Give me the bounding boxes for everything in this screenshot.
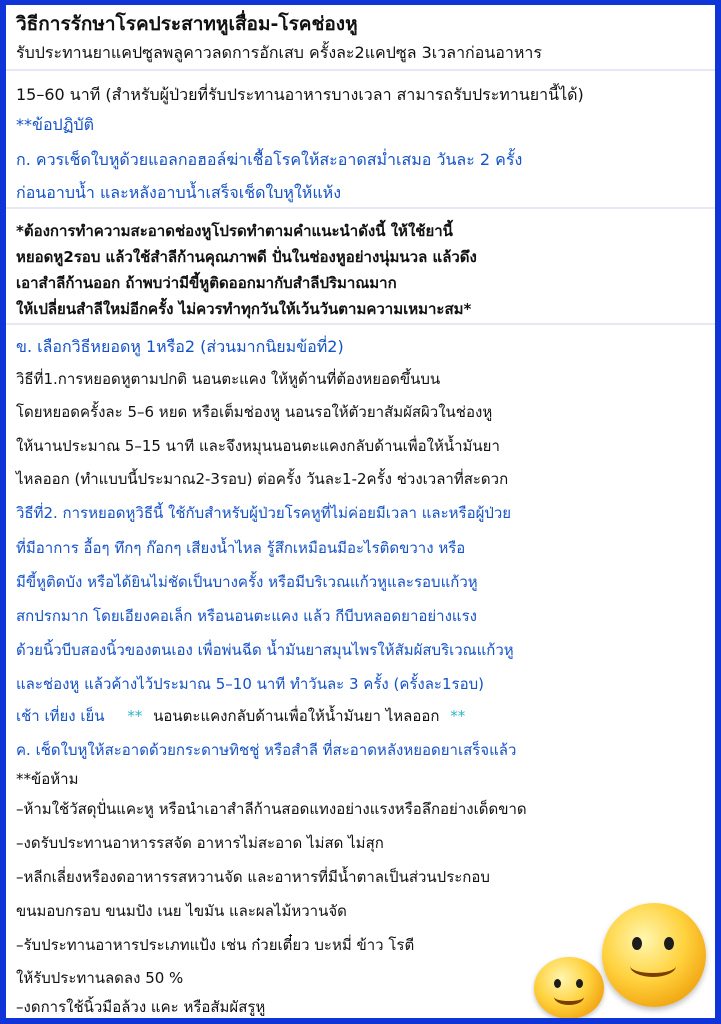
cleaning-note-line-3: เอาสำลีก้านออก ถ้าพบว่ามีขี้หูติดออกมากับสำลีปริมาณมาก bbox=[16, 274, 397, 292]
asterisk-marker: ** bbox=[450, 707, 466, 725]
smiley-face-small-icon bbox=[534, 957, 604, 1018]
method-2-line-7 bbox=[16, 704, 465, 728]
method-2-line-2: ที่มีอาการ อื้อๆ ทึกๆ ก๊อกๆ เสียงน้ำไหล รู้สึกเหมือนมีอะไรติดขวาง หรือ bbox=[16, 539, 466, 557]
meal-times: เช้า เที่ยง เย็น bbox=[16, 707, 105, 725]
method-1-line-2: โดยหยอดครั้งละ 5–6 หยด หรือเต็มช่องหู นอนรอให้ตัวยาสัมผัสผิวในช่องหู bbox=[16, 403, 493, 421]
method-2-line-1: วิธีที่2. การหยอดหูวิธีนี้ ใช้กับสำหรับผู้ป่วยโรคหูที่ไม่ค่อยมีเวลา และหรือผู้ป่วย bbox=[16, 504, 512, 522]
practice-a-line-1: ก. ควรเช็ดใบหูด้วยแอลกอฮอล์ฆ่าเชื้อโรคให้สะอาดสม่ำเสมอ วันละ 2 ครั้ง bbox=[16, 150, 523, 169]
method-1-line-3: ให้นานประมาณ 5–15 นาที และจึงหมุนนอนตะแคงกลับด้านเพื่อให้น้ำมันยา bbox=[16, 437, 500, 455]
practice-heading: **ข้อปฏิบัติ bbox=[16, 115, 94, 134]
dosage-line-2: 15–60 นาที (สำหรับผู้ป่วยที่รับประทานอาหารบางเวลา สามารถรับประทานยานี้ได้) bbox=[16, 85, 584, 104]
prohibition-4-line-1: –รับประทานอาหารประเภทแป้ง เช่น ก๋วยเตี๋ยว บะหมี่ ข้าว โรตี bbox=[16, 936, 415, 954]
method-2-line-3: มีขี้หูติดบัง หรือได้ยินไม่ชัดเป็นบางครั้ง หรือมีบริเวณแก้วหูและรอบแก้วหู bbox=[16, 573, 478, 591]
practice-b-heading: ข. เลือกวิธีหยอดหู 1หรือ2 (ส่วนมากนิยมข้อที่2) bbox=[16, 337, 344, 356]
page-title: วิธีการรักษาโรคประสาทหูเสื่อม-โรคช่องหู bbox=[16, 13, 358, 35]
practice-c-line: ค. เช็ดใบหูให้สะอาดด้วยกระดาษทิชชู่ หรือสำลี ที่สะอาดหลังหยอดยาเสร็จแล้ว bbox=[16, 741, 517, 759]
cleaning-note-line-1: *ต้องการทำความสะอาดช่องหูโปรดทำตามคำแนะนำดังนี้ ให้ใช้ยานี้ bbox=[16, 222, 453, 240]
prohibition-4-line-2: ให้รับประทานลดลง 50 % bbox=[16, 969, 184, 987]
drain-instruction: นอนตะแคงกลับด้านเพื่อให้น้ำมันยา ไหลออก bbox=[153, 707, 440, 725]
divider bbox=[6, 323, 715, 325]
document-page bbox=[6, 5, 715, 1018]
prohibition-1: –ห้ามใช้วัสดุปั่นแคะหู หรือนำเอาสำลีก้านสอดแทงอย่างแรงหรือลึกอย่างเด็ดขาด bbox=[16, 800, 527, 818]
method-2-line-5: ด้วยนิ้วบีบสองนิ้วของตนเอง เพื่อพ่นฉีด น้ำมันยาสมุนไพรให้สัมผัสบริเวณแก้วหู bbox=[16, 641, 514, 659]
divider bbox=[6, 207, 715, 209]
divider bbox=[6, 69, 715, 71]
cleaning-note-line-4: ให้เปลี่ยนสำลีใหม่อีกครั้ง ไม่ควรทำทุกวันให้เว้นวันตามความเหมาะสม* bbox=[16, 300, 472, 318]
method-1-line-1: วิธีที่1.การหยอดหูตามปกติ นอนตะแคง ให้หูด้านที่ต้องหยอดขึ้นบน bbox=[16, 370, 441, 388]
cleaning-note-line-2: หยอดหู2รอบ แล้วใช้สำลีก้านคุณภาพดี ปั่นในช่องหูอย่างนุ่มนวล แล้วดึง bbox=[16, 248, 477, 266]
practice-a-line-2: ก่อนอาบน้ำ และหลังอาบน้ำเสร็จเช็ดใบหูให้แห้ง bbox=[16, 183, 342, 202]
asterisk-marker: ** bbox=[127, 707, 143, 725]
prohibition-3-line-2: ขนมอบกรอบ ขนมปัง เนย ไขมัน และผลไม้หวานจัด bbox=[16, 902, 347, 920]
smiley-face-large-icon bbox=[602, 903, 706, 1007]
method-2-line-6: และช่องหู แล้วค้างไว้ประมาณ 5–10 นาที ทำวันละ 3 ครั้ง (ครั้งละ1รอบ) bbox=[16, 675, 484, 693]
prohibition-2: –งดรับประทานอาหารรสจัด อาหารไม่สะอาด ไม่สด ไม่สุก bbox=[16, 834, 384, 852]
method-1-line-4: ไหลออก (ทำแบบนี้ประมาณ2-3รอบ) ต่อครั้ง วันละ1-2ครั้ง ช่วงเวลาที่สะดวก bbox=[16, 470, 509, 488]
prohibition-3-line-1: –หลีกเลี่ยงหรืองดอาหารรสหวานจัด และอาหารที่มีน้ำตาลเป็นส่วนประกอบ bbox=[16, 868, 490, 886]
method-2-line-4: สกปรกมาก โดยเอียงคอเล็ก หรือนอนตะแคง แล้ว กีบีบหลอดยาอย่างแรง bbox=[16, 607, 477, 625]
prohibition-5: –งดการใช้นิ้วมือล้วง แคะ หรือสัมผัสรูหู bbox=[16, 998, 266, 1016]
prohibitions-heading: **ข้อห้าม bbox=[16, 770, 79, 788]
dosage-line-1: รับประทานยาแคปซูลพลูคาวลดการอักเสบ ครั้งละ2แคปซูล 3เวลาก่อนอาหาร bbox=[16, 43, 542, 62]
